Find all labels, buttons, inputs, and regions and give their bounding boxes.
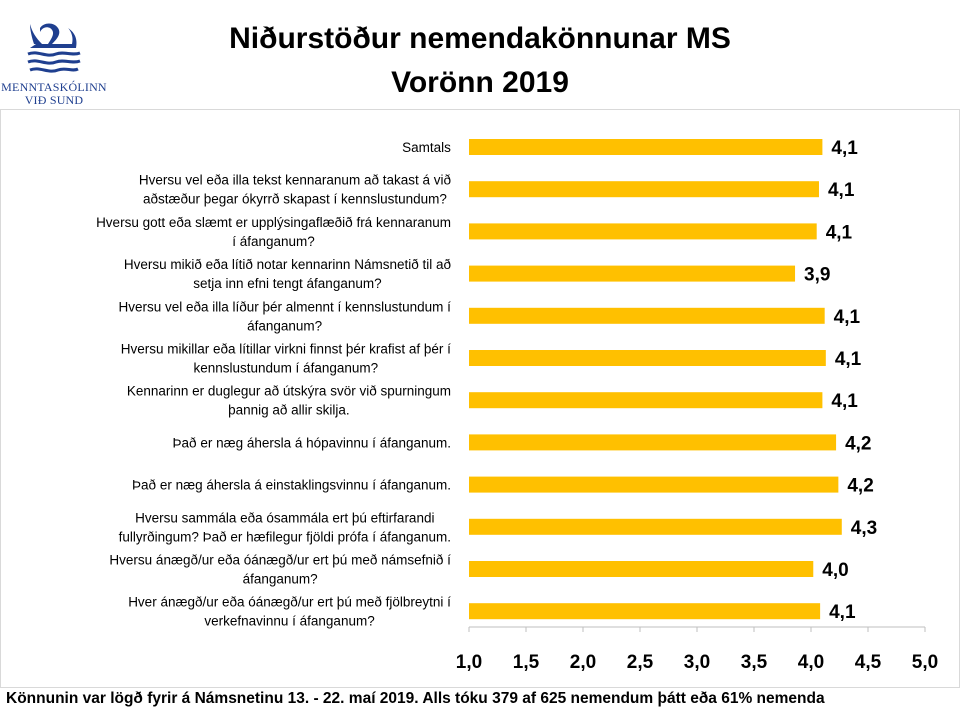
category-label	[128, 595, 451, 629]
category-label-line: fullyrðingum? Það er hæfilegur fjöldi prófa í áfanganum.	[118, 529, 451, 545]
category-label	[119, 510, 451, 544]
category-label-line: áfanganum?	[242, 571, 318, 587]
category-label-line: Hversu vel eða illa tekst kennaranum að takast á við	[138, 172, 451, 188]
data-label: 4,1	[833, 306, 861, 328]
category-label-line: Samtals	[402, 140, 451, 155]
category-label-line: kennslustundum í áfanganum?	[193, 360, 379, 376]
bar	[469, 561, 813, 577]
footnote: Könnunin var lögð fyrir á Námsnetinu 13. - 22. maí 2019. Alls tóku 379 af 625 nemendum þátt eða 61% nemenda	[6, 690, 825, 707]
category-label-line: Hver ánægð/ur eða óánægð/ur ert þú með fjölbreytni í	[128, 594, 451, 610]
x-tick-label: 4,5	[854, 652, 882, 673]
category-label	[139, 173, 451, 207]
bar	[469, 519, 842, 535]
bar	[469, 434, 836, 450]
category-label-line: Það er næg áhersla á einstaklingsvinnu í áfanganum.	[132, 477, 451, 493]
category-label-line: Hversu mikillar eða lítillar virkni finnst þér krafist af þér í	[120, 341, 451, 357]
category-label-line: setja inn efni tengt áfanganum?	[193, 276, 382, 292]
category-label	[132, 478, 451, 493]
data-label: 4,1	[834, 349, 862, 370]
x-tick-label: 2,5	[626, 652, 654, 673]
bar	[469, 139, 822, 155]
x-tick-label: 5,0	[911, 652, 939, 673]
data-label: 4,1	[831, 391, 858, 413]
category-label	[121, 342, 451, 376]
x-tick-label: 3,5	[740, 652, 768, 673]
bar	[469, 308, 825, 324]
category-label-line: Kennarinn er duglegur að útskýra svör við spurningum	[126, 383, 451, 399]
category-label-line: áfanganum?	[247, 318, 323, 334]
data-label: 4,3	[850, 517, 878, 539]
data-label: 4,1	[825, 222, 853, 244]
category-label	[118, 299, 451, 333]
category-label-line: aðstæður þegar ókyrrð skapast í kennslustundum?	[142, 191, 447, 207]
x-tick-label: 4,0	[797, 652, 825, 673]
category-label-line: verkefnavinnu í áfanganum?	[204, 613, 375, 629]
category-label-line: þannig að allir skilja.	[228, 402, 350, 418]
x-tick-label: 1,0	[455, 652, 483, 673]
x-tick-label: 1,5	[512, 652, 540, 673]
data-label: 4,1	[829, 602, 856, 624]
category-label-line: Það er næg áhersla á hópavinnu í áfanganum.	[172, 435, 451, 451]
page-subtitle: Vorönn 2019	[391, 66, 569, 99]
logo-text-line2: VIÐ SUND	[24, 93, 84, 107]
category-label-line: Hversu sammála eða ósammála ert þú eftirfarandi	[135, 510, 435, 526]
category-label	[96, 215, 451, 249]
bar	[469, 266, 795, 282]
category-label	[124, 257, 451, 291]
logo-text-line1: MENNTASKÓLINN	[1, 80, 107, 94]
category-label	[127, 384, 451, 418]
bar	[469, 223, 817, 239]
bar	[469, 603, 820, 619]
category-label-line: Hversu vel eða illa líður þér almennt í kennslustundum í	[118, 299, 451, 315]
category-label	[109, 553, 451, 587]
category-label-line: í áfanganum?	[232, 233, 315, 249]
bar	[469, 392, 822, 408]
data-label: 4,1	[831, 138, 858, 159]
category-label-line: Hversu ánægð/ur eða óánægð/ur ert þú með námsefnið í	[109, 552, 451, 568]
data-label: 4,0	[822, 560, 849, 581]
x-tick-label: 2,0	[569, 652, 597, 673]
data-label: 4,2	[845, 433, 872, 455]
data-label: 4,1	[827, 180, 855, 202]
category-label	[402, 140, 451, 155]
data-label: 3,9	[804, 264, 831, 286]
bar	[469, 350, 826, 366]
category-label-line: Hversu gott eða slæmt er upplýsingaflæðið frá kennaranum	[96, 214, 451, 230]
bar	[469, 181, 819, 197]
data-label: 4,2	[847, 475, 874, 497]
category-label	[173, 435, 451, 450]
page-title: Niðurstöður nemendakönnunar MS	[229, 22, 731, 55]
x-tick-label: 3,0	[683, 652, 711, 673]
category-label-line: Hversu mikið eða lítið notar kennarinn Námsnetið til að	[123, 257, 451, 273]
bar	[469, 477, 838, 493]
